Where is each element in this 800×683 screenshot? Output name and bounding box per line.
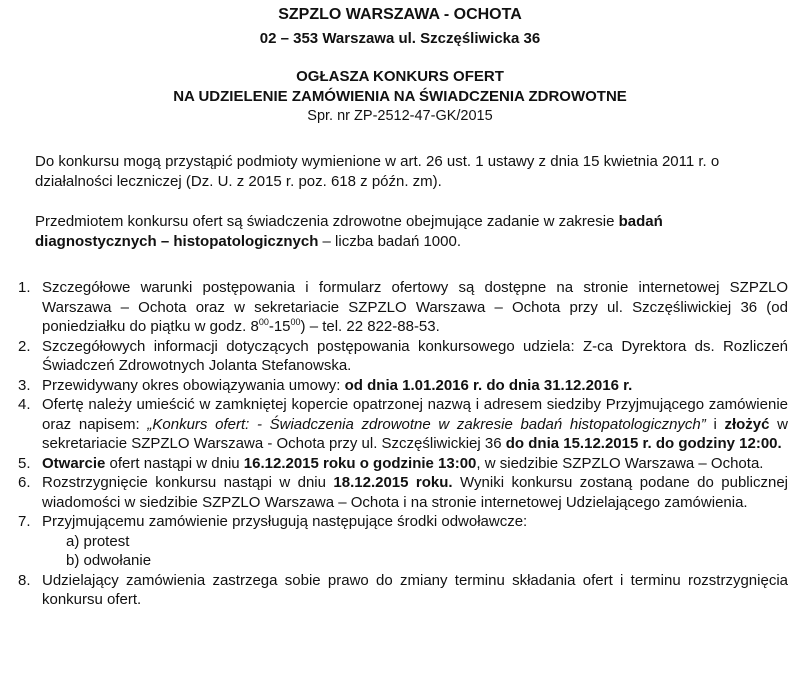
- contract-period-dates: od dnia 1.01.2016 r. do dnia 31.12.2016 r.: [344, 376, 633, 394]
- item-text: [42, 395, 788, 454]
- hours-end: -15: [268, 318, 291, 335]
- phone-text: ) – tel. 22 822-88-53.: [300, 318, 440, 335]
- item-text: [42, 473, 788, 512]
- list-item: [18, 376, 788, 396]
- sub-item-protest: a) protest: [66, 532, 130, 550]
- opening-label: Otwarcie: [42, 454, 106, 472]
- submission-place: w sekretariacie SZPZLO Warszawa - Ochota przy ul. Szczęśliwickiej 36: [42, 415, 788, 452]
- conditions-list: [18, 278, 788, 610]
- list-item: [18, 337, 788, 376]
- organization-name: SZPZLO WARSZAWA - OCHOTA: [278, 6, 522, 23]
- item-text: [42, 376, 788, 396]
- item-text: Udzielający zamówienia zastrzega sobie prawo do zmiany terminu składania ofert i terminu rozstrzygnięcia konkursu ofert.: [42, 571, 788, 608]
- list-item: [18, 278, 788, 337]
- contract-period-label: Przewidywany okres obowiązywania umowy:: [42, 376, 345, 394]
- opening-place: , w siedzibie SZPZLO Warszawa – Ochota.: [476, 454, 764, 472]
- item-number: 5.: [18, 454, 31, 472]
- item-number: 8.: [18, 571, 31, 589]
- item-number: 3.: [18, 376, 31, 394]
- item-text: Przyjmującemu zamówienie przysługują następujące środki odwoławcze:: [42, 513, 528, 530]
- resolution-text: Rozstrzygnięcie konkursu nastąpi w dniu: [42, 474, 334, 491]
- item-text: [42, 278, 788, 337]
- item-number: 6.: [18, 474, 31, 491]
- opening-date: 16.12.2015 roku o godzinie 13:00: [243, 454, 477, 472]
- item-number: 1.: [18, 279, 31, 296]
- hours-end-minutes: 00: [290, 317, 301, 327]
- announcement-title-line1: OGŁASZA KONKURS OFERT: [296, 68, 504, 85]
- resolution-date: 18.12.2015 roku.: [333, 474, 453, 491]
- list-item: [18, 454, 788, 474]
- envelope-inscription: „Konkurs ofert: - Świadczenia zdrowotne w zakresie badań histopatologicznych”: [147, 415, 706, 433]
- opening-text: ofert nastąpi w dniu: [105, 454, 244, 472]
- item-number: 4.: [18, 396, 31, 413]
- item-1-text: Szczegółowe warunki postępowania i formularz ofertowy są dostępne na stronie internetowej SZPZLO Warszawa – Ochota oraz w sekretariacie SZPZLO Warszawa – Ochota przy ul. Szczęśliwickiej 36 (od poniedziałku do piątku w godz. 8: [42, 279, 788, 335]
- list-item: [18, 571, 788, 610]
- envelope-instructions: Ofertę należy umieścić w zamkniętej kopercie opatrzonej nazwą i adresem siedziby Przyjmującego zamówienie oraz napisem:: [42, 396, 788, 433]
- conjunction: i: [705, 415, 725, 433]
- item-text: [42, 454, 788, 474]
- subject-count: – liczba badań 1000.: [318, 233, 461, 250]
- item-number: 2.: [18, 337, 31, 355]
- item-number: 7.: [18, 513, 31, 530]
- subject-scope: badań diagnostycznych – histopatologicznych: [35, 213, 663, 250]
- eligibility-paragraph: Do konkursu mogą przystąpić podmioty wymienione w art. 26 ust. 1 ustawy z dnia 15 kwietnia 2011 r. o działalności leczniczej (Dz. U. z 2015 r. poz. 618 z późn. zm).: [35, 153, 720, 190]
- submit-verb: złożyć: [724, 415, 770, 433]
- subject-text: Przedmiotem konkursu ofert są świadczenia zdrowotne obejmujące zadanie w zakresie: [35, 213, 619, 230]
- hours-start-minutes: 00: [258, 317, 269, 327]
- reference-number: Spr. nr ZP-2512-47-GK/2015: [307, 108, 493, 124]
- announcement-title-line2: NA UDZIELENIE ZAMÓWIENIA NA ŚWIADCZENIA ZDROWOTNE: [173, 88, 627, 105]
- submission-deadline: do dnia 15.12.2015 r. do godziny 12:00.: [505, 435, 782, 452]
- item-text: Szczegółowych informacji dotyczących postępowania konkursowego udziela: Z-ca Dyrektora ds. Rozliczeń Świadczeń Zdrowotnych Jolanta Stefanowska.: [42, 337, 788, 374]
- results-text: Wyniki konkursu zostaną podane do publicznej wiadomości w siedzibie SZPZLO Warszawa – Ochota i na stronie internetowej Udzielającego zamówienia.: [42, 474, 788, 511]
- list-item: [18, 473, 788, 512]
- list-item: [18, 395, 788, 454]
- list-item: [18, 512, 788, 571]
- organization-address: 02 – 353 Warszawa ul. Szczęśliwicka 36: [259, 30, 541, 47]
- sub-item-appeal: b) odwołanie: [66, 552, 152, 569]
- subject-paragraph: [35, 212, 785, 252]
